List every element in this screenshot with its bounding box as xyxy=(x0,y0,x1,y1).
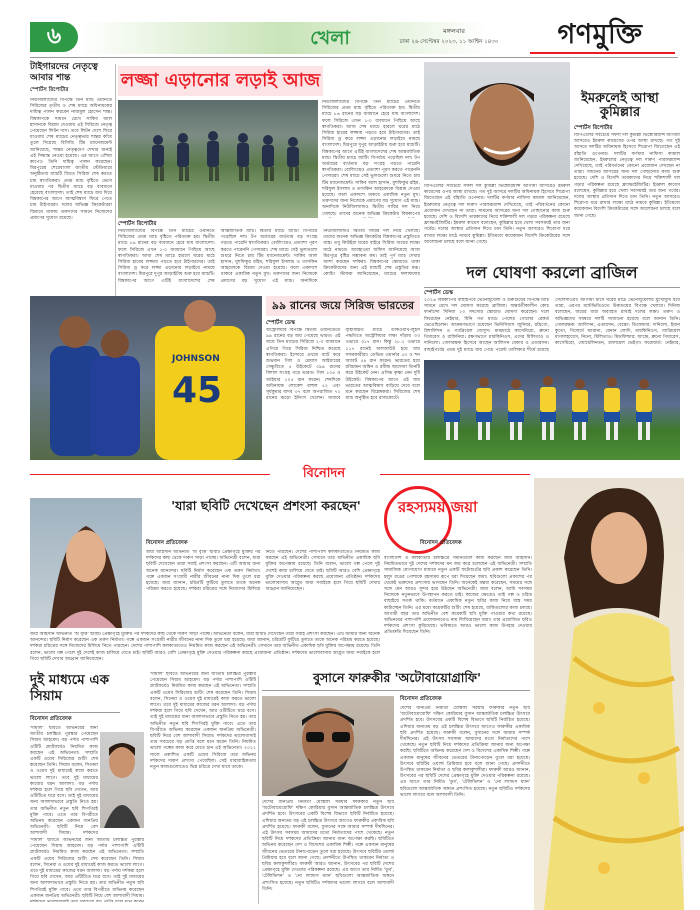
brazil-players xyxy=(424,360,680,460)
main-story-body-bottom: নিউজিল্যান্ডের বিপক্ষে তিন ম্যাচের ওয়ানডে সিরিজের প্রথম ম্যাচ বৃষ্টিতে পরিত্যক্ত হয়। দ্বিতীয় ম্যাচে ৮৬ রানের বড় ব্যবধানে হেরে যায় বাংলাদেশ। ফলে সিরিজে এখন ১-০ ব্যবধানে পিছিয়ে আছে স্বাগতিকরা। আজ শেষ ম্যাচে হারলে ঘরের মাঠে সিরিজ হারের লজ্জায় পড়তে হবে টাইগারদের। তাই সিরিজ ড্র করে লজ্জা এড়ানোর লড়াইয়ে নামছে বাংলাদেশ। মিরপুরে দুপুর আড়াইটায় শুরু হবে ম্যাচটি। বিশ্বকাপের আগে এটিই বাংলাদেশের শেষ আন্তর্জাতিক ম্যাচ। দ্বিতীয় ম্যাচে ব্যাটিং বিপর্যয়ে পড়েছিল দল। টপ অর্ডারের ব্যর্থতায় বড় সংগ্রহ গড়তে পারেনি স্বাগতিকরা। বোলিংয়েও প্রত্যাশা পূরণ করতে পারেননি পেসাররা। শেষ ম্যাচে সেই ভুলগুলো শুধরে নিতে চায় টিম ম্যানেজমেন্ট। সাকিব আল হাসান, মুশফিকুর রহিম, শরিফুল ইসলাম ও তাসকিন আহমেদকে বিশ্রাম দেওয়া হয়েছে। ফলে একাদশে থাকবে একাধিক নতুন মুখ। তরুণদের জন্য নিজেকে প্রমাণের বড় সুযোগ এই ম্যাচ। অন্যদিকে নিউজিল্যান্ডও দ্বিতীয় সারির দল নিয়ে খেলছে। তাদের অনেক অভিজ্ঞ ক্রিকেটার বিশ্বকাপের প্রস্তুতিতে ব্যস্ত। তবু কিউইরা ঘরের বাইরে সিরিজ জয়ের লক্ষ্যে মাঠে নামবে। আবহাওয়া অফিস জানিয়েছে আজ মিরপুরে বৃষ্টির সম্ভাবনা কম। তাই পূর্ণ ম্যাচ দেখার আশা করছেন দর্শকরা। বিশ্বকাপের স্কোয়াডে থাকা ক্রিকেটারদের জন্য এই ম্যাচটি শেষ প্রস্তুতির মঞ্চ। কোচিং স্টাফরা জানিয়েছেন, ম্যাচের ফলাফলের xyxy=(118,229,420,284)
main-story-body-right: নিউজিল্যান্ডের বিপক্ষে তিন ম্যাচের ওয়ানডে সিরিজের প্রথম ম্যাচ বৃষ্টিতে পরিত্যক্ত হয়। দ্বিতীয় ম্যাচে ৮৬ রানের বড় ব্যবধানে হেরে যায় বাংলাদেশ। ফলে সিরিজে এখন ১-০ ব্যবধানে পিছিয়ে আছে স্বাগতিকরা। আজ শেষ ম্যাচে হারলে ঘরের মাঠে সিরিজ হারের লজ্জায় পড়তে হবে টাইগারদের। তাই সিরিজ ড্র করে লজ্জা এড়ানোর লড়াইয়ে নামছে বাংলাদেশ। মিরপুরে দুপুর আড়াইটায় শুরু হবে ম্যাচটি। বিশ্বকাপের আগে এটিই বাংলাদেশের শেষ আন্তর্জাতিক ম্যাচ। দ্বিতীয় ম্যাচে ব্যাটিং বিপর্যয়ে পড়েছিল দল। টপ অর্ডারের ব্যর্থতায় বড় সংগ্রহ গড়তে পারেনি স্বাগতিকরা। বোলিংয়েও প্রত্যাশা পূরণ করতে পারেননি পেসাররা। শেষ ম্যাচে সেই ভুলগুলো শুধরে নিতে চায় টিম ম্যানেজমেন্ট। সাকিব আল হাসান, মুশফিকুর রহিম, শরিফুল ইসলাম ও তাসকিন আহমেদকে বিশ্রাম দেওয়া হয়েছে। ফলে একাদশে থাকবে একাধিক নতুন মুখ। তরুণদের জন্য নিজেকে প্রমাণের বড় সুযোগ এই ম্যাচ। অন্যদিকে নিউজিল্যান্ডও দ্বিতীয় সারির দল নিয়ে খেলছে। তাদের অনেক অভিজ্ঞ ক্রিকেটার বিশ্বকাপের xyxy=(322,100,420,217)
india-headline: ৯৯ রানের জয়ে সিরিজ ভারতের xyxy=(266,296,420,316)
brazil-rule xyxy=(424,287,680,288)
story4-body-left: দেশের জনপ্রিয় নির্মাতা মোস্তফা সরয়ার ফারুকীর নতুন ছবি 'অটোবায়োগ্রাফি' দক্ষিণ কোরিয়ার বুসান আন্তর্জাতিক চলচ্চিত্র উৎসবে প্রদর্শিত হবে। উৎসবের একটি বিশেষ বিভাগে ছবিটি নির্বাচিত হয়েছে। এশিয়ার অন্যতম বড় এই চলচ্চিত্র উৎসবে আগেও ফারুকীর একাধিক ছবি প্রদর্শিত হয়েছে। ফারুকী বলেন, বুসানের সঙ্গে আমার সম্পর্ক দীর্ঘদিনের। এই উৎসব সবসময় আমাদের মতো নির্মাতাদের পাশে থেকেছে। নতুন ছবিটি নিয়ে দর্শকদের প্রতিক্রিয়া জানার জন্য অপেক্ষা করছি। ছবিটিতে অভিনয় করেছেন দেশ ও বিদেশের একাধিক শিল্পী। গল্পে একজন মানুষের জীবনের ভেতরের টানাপোড়েন তুলে ধরা হয়েছে। উৎসবে ছবিটির ওয়ার্ল্ড প্রিমিয়ার হবে বলে জানা গেছে। প্রদর্শনীতে উপস্থিত থাকবেন নির্মাতা ও ছবির কলাকুশলীরা। ফারুকী আরও জানান, উৎসবের পর ছবিটি দেশের প্রেক্ষাগৃহে মুক্তি দেওয়ার পরিকল্পনা রয়েছে। এর আগে তার নির্মিত 'ডুব', 'টেলিভিশন' ও 'নো ল্যান্ডস ম্যান' ছবিগুলো আন্তর্জাতিক অঙ্গনে প্রশংসিত হয়েছে। নতুন ছবিটিও দর্শকদের ভালো লাগবে বলে আশাবাদী তিনি। xyxy=(262,800,394,892)
jaya-photo xyxy=(534,478,684,910)
story3-body-col2: 'দামাল' ছবিতে অভিনয়ের জন্য জাতীয় চলচ্চিত্র পুরস্কার পেয়েছেন সিয়াম আহমেদ। বড় পর্দার পাশাপাশি ওটিটি প্ল্যাটফর্মেও নিয়মিত কাজ করছেন এই অভিনেতা। সম্প্রতি একটি ওয়েব সিরিজের শুটিং শেষ করেছেন তিনি। সিয়াম বলেন, সিনেমা ও ওয়েব দুই মাধ্যমেই কাজ করতে ভালো লাগে। তবে দুই মাধ্যমের কাজের ধরন আলাদা। বড় পর্দায় দর্শকরা হলে গিয়ে ছবি দেখেন, আর ওটিটিতে ঘরে বসে। তাই দুই মাধ্যমের জন্য আলাদাভাবে প্রস্তুতি নিতে হয়। তার অভিনীত নতুন ছবি শিগগিরই মুক্তি পাবে। এতে তার বিপরীতে অভিনয় করেছেন একজন জনপ্রিয় অভিনেত্রী। ছবিটি নিয়ে বেশ আশাবাদী সিয়াম। দর্শকদের ভালোবাসাই তার সবচেয়ে বড় প্রাপ্তি বলে মনে করেন তিনি। নিয়মিত ভালো গল্পের কাজ করে যেতে চান এই অভিনেতা। ২০২২ সালে প্রকাশিত একটি ওয়েব সিরিজে তার অভিনয় দর্শকদের দারুণ প্রশংসা পেয়েছিল। সেই ধারাবাহিকতায় নতুন কাজগুলোতেও ভিন্ন চরিত্রে দেখা যাবে তাকে। xyxy=(150,672,256,771)
page-number-badge xyxy=(30,22,78,52)
left-story-headline: টাইগারদের নেতৃত্বে আবার শান্ত xyxy=(30,62,98,83)
main-story-byline: স্পোর্টস রিপোর্টার xyxy=(118,221,157,227)
story2-body: বাংলাদেশ ও কলকাতার চলচ্চিত্রে সমানতালে কাজ করছেন জয়া আহসান। নিয়মিতভাবে দুই দেশের দর্শকদের মন জয় করে চলেছেন এই অভিনেত্রী। সম্প্রতি সামাজিক যোগাযোগ মাধ্যমে নতুন একটি ফটোশুটের ছবি প্রকাশ করেছেন তিনি। হলুদ রঙের পোশাকে রহস্যময় রূপে ধরা দিয়েছেন জয়া। ছবিগুলো প্রকাশের পর থেকেই ভক্তদের প্রশংসায় ভাসছেন তিনি। অনেকেই মন্তব্য করেছেন, সময়ের সঙ্গে সঙ্গে যেন আরও সুন্দর হয়ে উঠছেন অভিনেত্রী। জয়া বলেন, আমি সবসময় নিজেকে নতুনভাবে উপস্থাপন করতে চাই। কাজের ক্ষেত্রেও তাই গল্প ও চরিত্র বাছাইয়ে সতর্ক থাকি। বর্তমানে একাধিক নতুন ছবির কাজ নিয়ে ব্যস্ত সময় কাটাচ্ছেন তিনি। এর মধ্যে কয়েকটির শুটিং শেষ হয়েছে, বাকিগুলোর কাজ চলছে। আগামী বছর তার অভিনীত বেশ কয়েকটি ছবি মুক্তি পাওয়ার কথা রয়েছে। অভিনয়ের পাশাপাশি প্রযোজনাতেও নাম লিখিয়েছেন জয়া। তার প্রযোজিত ছবিও দর্শকদের প্রশংসা কুড়িয়েছে। ভবিষ্যতে আরও ভালো কাজ উপহার দেওয়ার প্রতিশ্রুতি দিয়েছেন তিনি। xyxy=(384,556,532,636)
jersey-number: 45 xyxy=(172,370,223,411)
binodon-rule-left xyxy=(30,474,270,475)
date-line: ঢাকা ২৬ সেপ্টেম্বর ২০২৩, ১১ আশ্বিন ১৪৩০ xyxy=(399,39,499,45)
imrul-portrait xyxy=(424,62,570,180)
imrul-photo xyxy=(424,62,570,180)
paper-logo: গণমুক্তি xyxy=(557,19,643,50)
story1-body: জয়া আহসান অভিনীত 'অ বৃত্তি' ছবিটি প্রেক্ষাগৃহে মুক্তির পর দর্শকদের কাছ থেকে দারুণ সাড়া পাচ্ছে। অভিনেত্রী বলেন, যারা ছবিটি দেখেছেন তারা সবাই প্রশংসা করছেন। এটি আমার জন্য অনেক আনন্দের। ছবিটি নির্মাণ করেছেন এক তরুণ নির্মাতা। গল্পে একজন সংগ্রামী নারীর জীবনের নানা দিক তুলে ধরা হয়েছে। জয়া জানান, চরিত্রটি ফুটিয়ে তুলতে তাকে অনেক পরিশ্রম করতে হয়েছে। দর্শকরা চরিত্রের সঙ্গে নিজেদের মিলিয়ে নিতে পারছেন। দেশের পাশাপাশি কলকাতাতেও নিয়মিত কাজ করছেন এই অভিনেত্রী। সেখানে তার অভিনীত একাধিক ছবি মুক্তির অপেক্ষায় রয়েছে। তিনি বলেন, ভালো গল্প পেলে দুই দেশেই কাজ চালিয়ে যেতে চাই। ছবিটি আরও বেশি প্রেক্ষাগৃহে মুক্তি দেওয়ার পরিকল্পনা করছে প্রযোজনা প্রতিষ্ঠান। দর্শকদের ভালোবাসায় আপ্লুত জয়া সবাইকে হলে গিয়ে ছবিটি দেখার আহ্বান জানিয়েছেন। xyxy=(146,550,380,593)
left-story-byline: স্পোর্টস রিপোর্টার xyxy=(30,87,69,93)
binodon-rule-right xyxy=(380,474,530,475)
story4-byline: বিনোদন প্রতিবেদক xyxy=(400,696,442,702)
story1-body-bottom: জয়া আহসান অভিনীত 'অ বৃত্তি' ছবিটি প্রেক্ষাগৃহে মুক্তির পর দর্শকদের কাছ থেকে দারুণ সাড়া পাচ্ছে। অভিনেত্রী বলেন, যারা ছবিটি দেখেছেন তারা সবাই প্রশংসা করছেন। এটি আমার জন্য অনেক আনন্দের। ছবিটি নির্মাণ করেছেন এক তরুণ নির্মাতা। গল্পে একজন সংগ্রামী নারীর জীবনের নানা দিক তুলে ধরা হয়েছে। জয়া জানান, চরিত্রটি ফুটিয়ে তুলতে তাকে অনেক পরিশ্রম করতে হয়েছে। দর্শকরা চরিত্রের সঙ্গে নিজেদের মিলিয়ে নিতে পারছেন। দেশের পাশাপাশি কলকাতাতেও নিয়মিত কাজ করছেন এই অভিনেত্রী। সেখানে তার অভিনীত একাধিক ছবি মুক্তির অপেক্ষায় রয়েছে। তিনি বলেন, ভালো গল্প পেলে দুই দেশেই কাজ চালিয়ে যেতে চাই। ছবিটি আরও বেশি প্রেক্ষাগৃহে মুক্তি দেওয়ার পরিকল্পনা করছে প্রযোজনা প্রতিষ্ঠান। দর্শকদের ভালোবাসায় আপ্লুত জয়া সবাইকে হলে গিয়ে ছবিটি দেখার আহ্বান জানিয়েছেন। xyxy=(30,632,380,662)
story3-headline: দুই মাধ্যমে এক সিয়াম xyxy=(30,672,110,704)
story2-headline: রহস্যময় জয়া xyxy=(398,498,478,516)
imrul-byline: স্পোর্টস রিপোর্টার xyxy=(574,125,613,131)
story4-rule xyxy=(262,690,530,691)
brazil-byline: স্পোর্টস ডেস্ক xyxy=(424,290,453,296)
actress-portrait-photo xyxy=(30,498,142,628)
main-headline: লজ্জা এড়ানোর লড়াই আজ xyxy=(118,66,323,96)
masthead xyxy=(0,0,700,58)
brazil-headline: দল ঘোষণা করলো ব্রাজিল xyxy=(466,263,638,282)
story3-body: 'দামাল' ছবিতে অভিনয়ের জন্য জাতীয় চলচ্চিত্র পুরস্কার পেয়েছেন সিয়াম আহমেদ। বড় পর্দার পাশাপাশি ওটিটি প্ল্যাটফর্মেও নিয়মিত কাজ করছেন এই অভিনেতা। সম্প্রতি একটি ওয়েব সিরিজের শুটিং শেষ করেছেন তিনি। সিয়াম বলেন, সিনেমা ও ওয়েব দুই মাধ্যমেই কাজ করতে ভালো লাগে। তবে দুই মাধ্যমের কাজের ধরন আলাদা। বড় পর্দায় দর্শকরা হলে গিয়ে ছবি দেখেন, আর ওটিটিতে ঘরে বসে। তাই দুই মাধ্যমের জন্য আলাদাভাবে প্রস্তুতি নিতে হয়। তার অভিনীত নতুন ছবি শিগগিরই মুক্তি পাবে। এতে তার বিপরীতে অভিনয় করেছেন একজন জনপ্রিয় অভিনেত্রী। ছবিটি নিয়ে বেশ আশাবাদী সিয়াম। দর্শকদের xyxy=(30,726,98,836)
brazil-team-photo xyxy=(424,360,680,460)
story2-byline: বিনোদন প্রতিবেদক xyxy=(420,540,462,546)
india-players xyxy=(30,296,262,460)
story4-headline: বুসানে ফারুকীর 'অটোবায়োগ্রাফি' xyxy=(313,670,481,685)
col-divider-binodon xyxy=(258,676,259,904)
players-silhouettes xyxy=(118,100,318,218)
page-number: ৬ xyxy=(46,24,62,49)
story3-rule xyxy=(30,712,120,713)
story4-body-right: দেশের জনপ্রিয় নির্মাতা মোস্তফা সরয়ার ফারুকীর নতুন ছবি 'অটোবায়োগ্রাফি' দক্ষিণ কোরিয়ার বুসান আন্তর্জাতিক চলচ্চিত্র উৎসবে প্রদর্শিত হবে। উৎসবের একটি বিশেষ বিভাগে ছবিটি নির্বাচিত হয়েছে। এশিয়ার অন্যতম বড় এই চলচ্চিত্র উৎসবে আগেও ফারুকীর একাধিক ছবি প্রদর্শিত হয়েছে। ফারুকী বলেন, বুসানের সঙ্গে আমার সম্পর্ক দীর্ঘদিনের। এই উৎসব সবসময় আমাদের মতো নির্মাতাদের পাশে থেকেছে। নতুন ছবিটি নিয়ে দর্শকদের প্রতিক্রিয়া জানার জন্য অপেক্ষা করছি। ছবিটিতে অভিনয় করেছেন দেশ ও বিদেশের একাধিক শিল্পী। গল্পে একজন মানুষের জীবনের ভেতরের টানাপোড়েন তুলে ধরা হয়েছে। উৎসবে ছবিটির ওয়ার্ল্ড প্রিমিয়ার হবে বলে জানা গেছে। প্রদর্শনীতে উপস্থিত থাকবেন নির্মাতা ও ছবির কলাকুশলীরা। ফারুকী আরও জানান, উৎসবের পর ছবিটি দেশের প্রেক্ষাগৃহে মুক্তি দেওয়ার পরিকল্পনা রয়েছে। এর আগে তার নির্মিত 'ডুব', 'টেলিভিশন' ও 'নো ল্যান্ডস ম্যান' ছবিগুলো আন্তর্জাতিক অঙ্গনে প্রশংসিত হয়েছে। নতুন ছবিটিও দর্শকদের ভালো লাগবে বলে আশাবাদী তিনি। xyxy=(400,706,530,798)
story3-byline: বিনোদন প্রতিবেদক xyxy=(30,716,72,722)
section-title: খেলা xyxy=(310,27,350,49)
binodon-section-title: বিনোদন xyxy=(302,466,346,481)
left-story-body: নিউজিল্যান্ডের বিপক্ষে তিন ম্যাচ ওয়ানডে সিরিজের তৃতীয় ও শেষ ম্যাচে অধিনায়কের দায়িত্ব পালন করবেন নাজমুল হোসেন শান্ত। বিশ্বকাপকে সামনে রেখে সাকিব আল হাসানকে বিশ্রাম দেওয়ায় এই সিরিজে নেতৃত্ব পেয়েছেন লিটন দাস। তবে লিটন দেশে ফিরে যাওয়ায় শেষ ম্যাচের নেতৃত্বভার শান্তর কাঁধে তুলে দিয়েছে বিসিবি। টিম ম্যানেজমেন্ট জানিয়েছে, শান্তর নেতৃত্বগুণ দেখার জন্যই এই সিদ্ধান্ত নেওয়া হয়েছে। এর আগে এশিয়া কাপেও তিনি দায়িত্ব পালন করেছেন। মিরপুরের শেরেবাংলা জাতীয় স্টেডিয়ামে অনুষ্ঠিতব্য ম্যাচটি জিতে সিরিজ শেষ করতে চায় স্বাগতিকরা। প্রথম ম্যাচ বৃষ্টিতে ভেসে যাওয়ার পর দ্বিতীয় ম্যাচে বড় ব্যবধানে হেরেছে বাংলাদেশ। তাই শেষ ম্যাচে জয় দিয়ে বিশ্বকাপের আগে আত্মবিশ্বাস ফিরে পেতে চায় টাইগাররা। দলের অভিজ্ঞ ক্রিকেটাররা বিশ্রামে থাকায় তরুণদের সামনে নিজেদের প্রমাণের সুযোগ রয়েছে। xyxy=(30,98,112,221)
story1-byline: বিনোদন প্রতিবেদক xyxy=(146,540,188,546)
team-practice-photo xyxy=(118,100,318,218)
day-label: মঙ্গলবার xyxy=(443,27,465,35)
siam-photo xyxy=(100,732,144,828)
farooki-photo xyxy=(262,696,394,796)
siam-portrait xyxy=(100,732,144,828)
india-match-photo xyxy=(30,296,262,460)
brazil-body: ২০২৬ বিশ্বকাপের বাছাইপর্বে ভেনেজুয়েলা ও উরুগুয়ের বিপক্ষে ম্যাচ সামনে রেখে দল ঘোষণা করেছে ব্রাজিল। অন্তর্বর্তীকালীন কোচ ফার্নান্দো দিনিজ ২৩ সদস্যের স্কোয়াড ঘোষণা করেছেন। দলে ফিরেছেন নেইমার, যিনি গত ম্যাচে পেলের গোলের রেকর্ড ভেঙেছিলেন। আক্রমণভাগে রয়েছেন ভিনিসিয়াস জুনিয়র, রদ্রিগো, রিশার্লিসন ও গ্যাব্রিয়েল জেসুস। মাঝমাঠে কাসেমিরো, ব্রুনো গিমারেস ও রাফিনিয়া। রক্ষণভাগে মারকিনিওস, এদের মিলিতাও ও দানিলো। গোলরক্ষক হিসেবে আছেন আলিসন বেকার ও এডারসন। বাছাইপর্বের প্রথম দুই ম্যাচে জয় পেয়ে পয়েন্ট তালিকার শীর্ষে রয়েছে সেলেসাওরা। আগামী মাসে ঘরের মাঠে ভেনেজুয়েলার মুখোমুখি হবে তারা, এরপর মন্টেভিডিওতে উরুগুয়ের বিপক্ষে খেলবে। দিনিজ বলেছেন, জয়ের ধারা অব্যাহত রাখাই দলের লক্ষ্য। তরুণ ও অভিজ্ঞদের সমন্বয়ে দলটি সাজানো হয়েছে বলে জানান তিনি। গোলরক্ষক: আলিসন, এডারসন, বেন্তো। ডিফেন্ডার: দানিলো, ইয়ান কুতো, গিলের্মে আরানা, রেনান লোদি, মারকিনিওস, গ্যাব্রিয়েল মাগালহায়েস, নিনো, মিলিতাও। মিডফিল্ডার: আন্দ্রে, ব্রুনো গিমারেস, কাসেমিরো, জোয়েলিনতন, রাফায়েল ভেইগা। ফরোয়ার্ড: নেইমার, xyxy=(424,298,680,353)
farooki-portrait xyxy=(262,696,394,796)
jersey-name: JOHNSON xyxy=(172,354,220,364)
logo-underline xyxy=(530,52,675,54)
story3-body-bottom: 'দামাল' ছবিতে অভিনয়ের জন্য জাতীয় চলচ্চিত্র পুরস্কার পেয়েছেন সিয়াম আহমেদ। বড় পর্দার পাশাপাশি ওটিটি প্ল্যাটফর্মেও নিয়মিত কাজ করছেন এই অভিনেতা। সম্প্রতি একটি ওয়েব সিরিজের শুটিং শেষ করেছেন তিনি। সিয়াম বলেন, সিনেমা ও ওয়েব দুই মাধ্যমেই কাজ করতে ভালো লাগে। তবে দুই মাধ্যমের কাজের ধরন আলাদা। বড় পর্দায় দর্শকরা হলে গিয়ে ছবি দেখেন, আর ওটিটিতে ঘরে বসে। তাই দুই মাধ্যমের জন্য আলাদাভাবে প্রস্তুতি নিতে হয়। তার অভিনীত নতুন ছবি শিগগিরই মুক্তি পাবে। এতে তার বিপরীতে অভিনয় করেছেন একজন জনপ্রিয় অভিনেত্রী। ছবিটি নিয়ে বেশ আশাবাদী সিয়াম। xyxy=(30,838,144,899)
india-body: অস্ট্রেলিয়ার বিপক্ষে দ্বিতীয় ওয়ানডেতে ৯৯ রানের বড় জয় পেয়েছে ভারত। এই জয়ে তিন ম্যাচের সিরিজে ২-০ ব্যবধানে এগিয়ে গিয়ে সিরিজ নিশ্চিত করেছে স্বাগতিকরা। ইন্দোরে প্রথমে ব্যাট করে শুভমান গিল ও শ্রেয়াস আইয়ারের সেঞ্চুরিতে ৫ উইকেটে ৩৯৯ রানের বিশাল সংগ্রহ গড়ে ভারত। গিল ১০৪ ও আইয়ার ১০৫ রান করেন। শেষদিকে অধিনায়ক লোকেশ রাহুল ৫২ এবং সূর্যকুমার যাদব ৩৭ বলে অপরাজিত ৭২ রানের ঝড়ো ইনিংস খেলেন। জবাবে বৃষ্টিবিঘ্নিত ম্যাচে ডাকওয়ার্থ-লুইস পদ্ধতিতে অস্ট্রেলিয়ার লক্ষ্য দাঁড়ায় ৩৩ ওভারে ৩১৭ রান। কিন্তু ২৮.২ ওভারে ২১৭ রানেই অলআউট হয়ে যায় সফরকারীরা। ডেভিড ওয়ার্নার ৫৩ ও শন অ্যাবট ৫৪ রান করেন। ভারতের হয়ে রবিচন্দ্রন অশ্বিন ও রবীন্দ্র জাদেজা তিনটি করে উইকেট নেন। প্রসিদ্ধ কৃষ্ণা নেন দুটি উইকেট। বিশ্বকাপের আগে এই জয় ভারতের আত্মবিশ্বাস বাড়িয়ে দেবে বলে মনে করছেন বিশ্লেষকরা। সিরিজের শেষ ম্যাচ অনুষ্ঠিত হবে রাজকোটে। xyxy=(266,328,420,402)
imrul-body-left: বিপিএলের সবচেয়ে সফল দল কুমিল্লা ভিক্টোরিয়ান্স আগামী আসরেও ইমরুল কায়েসের ওপর আস্থা রাখছে। গত দুই আসরে দলটির অধিনায়ক হিসেবে শিরোপা জিতেছেন এই বাঁহাতি ওপেনার। দলটির কর্ণধার নাফিসা কামাল জানিয়েছেন, ইমরুলের নেতৃত্বে দল দারুণ পারফরম্যান্স দেখিয়েছে, তাই পরিবর্তনের কোনো প্রয়োজন দেখছেন না তারা। সামনের আসরের জন্য দল গোছানোর কাজ শুরু হয়েছে। দেশি ও বিদেশি তারকাদের নিয়ে শক্তিশালী দল গড়ার পরিকল্পনা রয়েছে ফ্র্যাঞ্চাইজিটির। ইমরুল কায়েস বলেছেন, কুমিল্লার হয়ে খেলা সবসময়ই তার জন্য গর্বের। দলের আস্থার প্রতিদান দিতে চান তিনি। নতুন আসরেও শিরোপা ধরে রাখার লক্ষ্যে মাঠে নামবে কুমিল্লা। ইতিমধ্যে কয়েকজন বিদেশি ক্রিকেটারের সঙ্গে আলোচনা চলছে বলে জানা গেছে। xyxy=(424,184,570,245)
imrul-body: বিপিএলের সবচেয়ে সফল দল কুমিল্লা ভিক্টোরিয়ান্স আগামী আসরেও ইমরুল কায়েসের ওপর আস্থা রাখছে। গত দুই আসরে দলটির অধিনায়ক হিসেবে শিরোপা জিতেছেন এই বাঁহাতি ওপেনার। দলটির কর্ণধার নাফিসা কামাল জানিয়েছেন, ইমরুলের নেতৃত্বে দল দারুণ পারফরম্যান্স দেখিয়েছে, তাই পরিবর্তনের কোনো প্রয়োজন দেখছেন না তারা। সামনের আসরের জন্য দল গোছানোর কাজ শুরু হয়েছে। দেশি ও বিদেশি তারকাদের নিয়ে শক্তিশালী দল গড়ার পরিকল্পনা রয়েছে ফ্র্যাঞ্চাইজিটির। ইমরুল কায়েস বলেছেন, কুমিল্লার হয়ে খেলা সবসময়ই তার জন্য গর্বের। দলের আস্থার প্রতিদান দিতে চান তিনি। নতুন আসরেও শিরোপা ধরে রাখার লক্ষ্যে মাঠে নামবে কুমিল্লা। ইতিমধ্যে কয়েকজন বিদেশি ক্রিকেটারের সঙ্গে আলোচনা চলছে বলে জানা গেছে। xyxy=(574,133,680,219)
actress-portrait xyxy=(30,498,142,628)
masthead-rule xyxy=(30,57,678,58)
india-byline: স্পোর্টস ডেস্ক xyxy=(266,320,295,326)
jaya-figure xyxy=(534,478,684,910)
imrul-headline: ইমরুলেই আস্থা কুমিল্লার xyxy=(581,91,659,120)
story1-headline: 'যারা ছবিটি দেখেছেন প্রশংসা করছেন' xyxy=(171,498,361,513)
